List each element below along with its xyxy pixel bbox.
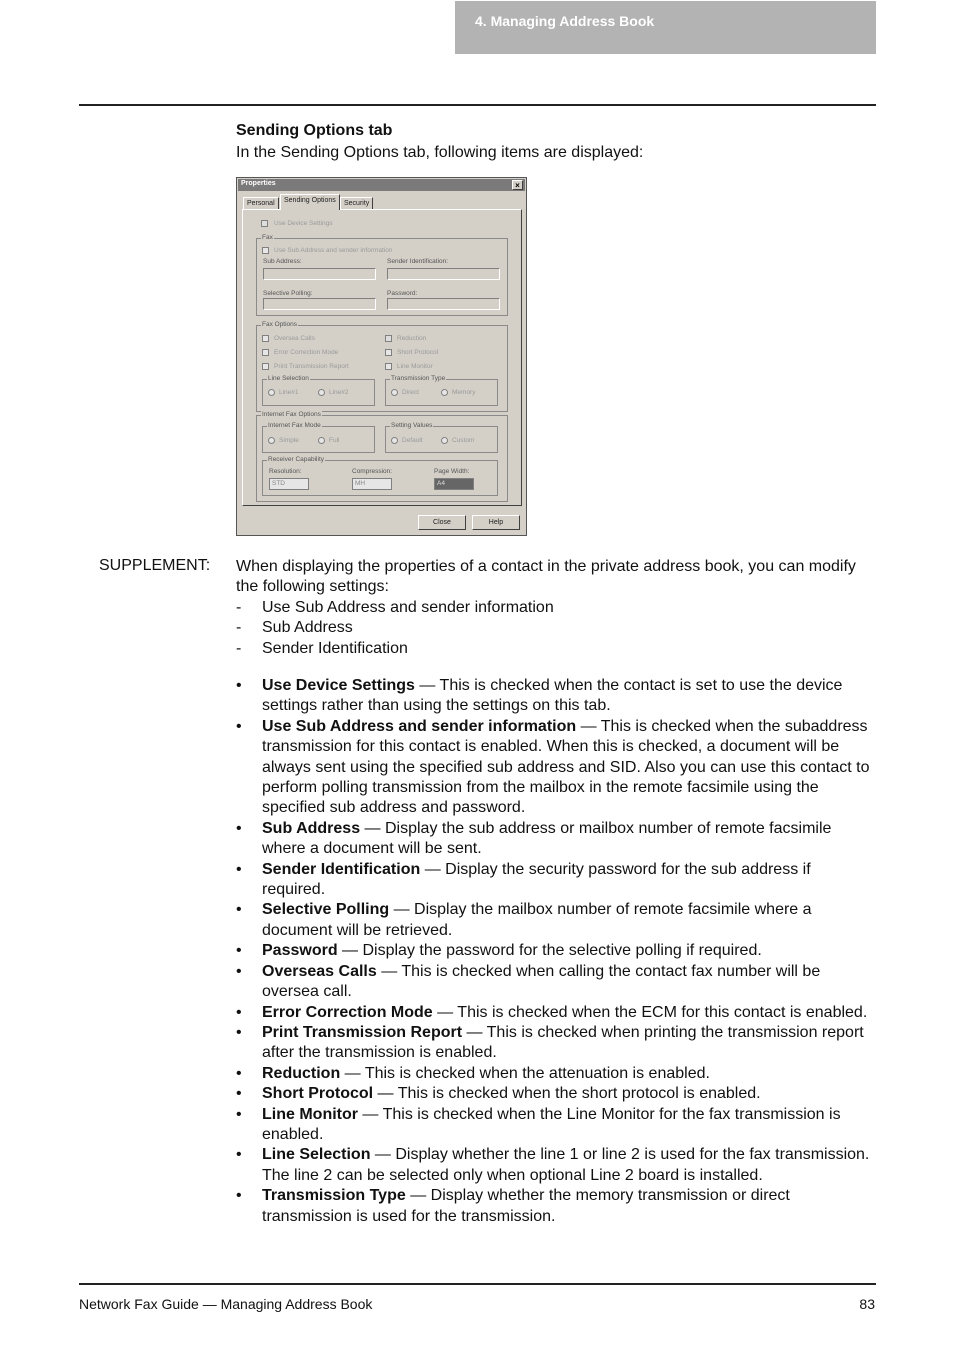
- term: Sender Identification: [262, 860, 421, 878]
- list-item: [236, 1023, 876, 1064]
- password-input[interactable]: [387, 298, 500, 310]
- resolution-label: Resolution:: [269, 468, 302, 475]
- term: Overseas Calls: [262, 962, 377, 980]
- full-radio[interactable]: [318, 437, 325, 444]
- memory-label: Memory: [452, 389, 476, 396]
- custom-radio[interactable]: [441, 437, 448, 444]
- fax-options-group-label: Fax Options: [262, 321, 298, 328]
- dialog-title: Properties: [241, 180, 276, 187]
- definition: — This is checked when the contact is set to use the device settings rather than using the settings on this tab.: [262, 677, 843, 715]
- list-item: [236, 1084, 876, 1104]
- dash-marker: -: [236, 639, 242, 657]
- resolution-spinner[interactable]: STD: [269, 478, 309, 490]
- direct-radio[interactable]: [391, 389, 398, 396]
- sub-address-label: Sub Address:: [263, 258, 302, 265]
- transmission-type-group-label: Transmission Type: [391, 375, 446, 382]
- term: Line Monitor: [262, 1105, 358, 1123]
- password-label: Password:: [387, 290, 418, 297]
- list-item: [236, 962, 876, 1003]
- page-width-label: Page Width:: [434, 468, 470, 475]
- compression-label: Compression:: [352, 468, 393, 475]
- bullet-marker: •: [236, 1105, 242, 1123]
- selective-polling-input[interactable]: [263, 298, 376, 310]
- footer-title: Network Fax Guide — Managing Address Book: [79, 1296, 373, 1312]
- chapter-header-tab: 4. Managing Address Book: [455, 1, 876, 54]
- footer-rule: [79, 1283, 876, 1285]
- sub-address-input[interactable]: [263, 268, 376, 280]
- line1-label: Line#1: [279, 389, 299, 396]
- bullet-marker: •: [236, 1187, 242, 1205]
- custom-label: Custom: [452, 437, 475, 444]
- header-rule: [79, 104, 876, 106]
- term: Use Sub Address and sender information: [262, 717, 577, 735]
- definition: — Display the password for the selective polling if required.: [337, 942, 762, 960]
- definition: — This is checked when calling the contact fax number will be oversea call.: [262, 962, 821, 1001]
- setting-values-group: [385, 422, 498, 453]
- definition: — This is checked when printing the transmission report after the transmission is enabled.: [262, 1023, 864, 1062]
- close-button[interactable]: Close: [418, 515, 466, 530]
- simple-label: Simple: [279, 437, 299, 444]
- memory-radio[interactable]: [441, 389, 448, 396]
- use-device-settings-checkbox[interactable]: [261, 220, 268, 227]
- simple-radio[interactable]: [268, 437, 275, 444]
- setting-values-group-label: Setting Values: [391, 422, 433, 429]
- full-label: Full: [329, 437, 340, 444]
- section-title: Sending Options tab: [236, 122, 393, 139]
- definition: — Display whether the line 1 or line 2 is used for the fax transmission. The line 2 can be selected only when optional Line 2 board is installed.: [262, 1146, 870, 1184]
- use-sub-address-label: Use Sub Address and sender information: [274, 247, 393, 254]
- line1-radio[interactable]: [268, 389, 275, 396]
- default-radio[interactable]: [391, 437, 398, 444]
- definition: — Display whether the memory transmission or direct transmission is used for the transmission.: [262, 1187, 790, 1225]
- list-item: - Use Sub Address and sender information: [236, 598, 554, 618]
- dash-marker: -: [236, 619, 242, 637]
- overseas-calls-checkbox[interactable]: [262, 335, 269, 342]
- receiver-capability-group-label: Receiver Capability: [268, 456, 324, 463]
- error-correction-mode-label: Error Correction Mode: [274, 349, 339, 356]
- term: Short Protocol: [262, 1085, 374, 1103]
- bullet-marker: •: [236, 1023, 242, 1041]
- use-device-settings-label: Use Device Settings: [274, 220, 333, 227]
- short-protocol-label: Short Protocol: [397, 349, 439, 356]
- definition: — This is checked when the ECM for this contact is enabled.: [432, 1003, 868, 1021]
- list-item: [236, 717, 876, 819]
- definition: — This is checked when the Line Monitor for the fax transmission is enabled.: [262, 1105, 841, 1143]
- definition: — This is checked when the subaddress transmission for this contact is enabled. When this is checked, a document will be always sent using the specified sub address and SID. Also you can use this contact to perform polling transmission from the mailbox in the remote facsimile using the specified sub address and password.: [262, 717, 870, 817]
- direct-label: Direct: [402, 389, 419, 396]
- sending-options-panel: [242, 209, 522, 506]
- dialog-titlebar: [238, 179, 525, 191]
- term: Use Device Settings: [262, 677, 415, 694]
- bullet-marker: •: [236, 1003, 242, 1021]
- list-item: [236, 1064, 876, 1084]
- bullet-marker: •: [236, 819, 242, 837]
- print-transmission-report-checkbox[interactable]: [262, 363, 269, 370]
- supplement-label: SUPPLEMENT:: [99, 557, 211, 574]
- close-icon[interactable]: ×: [512, 180, 523, 190]
- bullet-marker: •: [236, 1146, 242, 1164]
- line-selection-group: [262, 375, 375, 406]
- selective-polling-label: Selective Polling:: [263, 290, 313, 297]
- page-number: 83: [859, 1296, 875, 1312]
- tab-security[interactable]: Security: [340, 197, 373, 209]
- list-item: - Sub Address: [236, 618, 554, 638]
- overseas-calls-label: Oversea Calls: [274, 335, 315, 342]
- dash-marker: -: [236, 599, 242, 616]
- bullet-marker: •: [236, 942, 242, 960]
- help-button[interactable]: Help: [472, 515, 520, 530]
- line-selection-group-label: Line Selection: [268, 375, 309, 382]
- reduction-checkbox[interactable]: [385, 335, 392, 342]
- list-item: [236, 1003, 876, 1023]
- error-correction-mode-checkbox[interactable]: [262, 349, 269, 356]
- tab-personal[interactable]: Personal: [243, 197, 279, 209]
- definition: — Display the mailbox number of remote facsimile where a document will be retrieved.: [262, 901, 812, 939]
- bullet-marker: •: [236, 962, 242, 980]
- line-monitor-checkbox[interactable]: [385, 363, 392, 370]
- page-width-spinner[interactable]: A4: [434, 478, 474, 490]
- fax-group: [256, 234, 508, 316]
- sender-identification-label: Sender Identification:: [387, 258, 449, 265]
- term: Reduction: [262, 1064, 341, 1082]
- reduction-label: Reduction: [397, 335, 427, 342]
- internet-fax-mode-group: [262, 422, 375, 453]
- list-item: [236, 1186, 876, 1227]
- fax-group-label: Fax: [262, 234, 273, 241]
- bullet-marker: •: [236, 901, 242, 919]
- term: Password: [262, 942, 338, 960]
- line2-radio[interactable]: [318, 389, 325, 396]
- bullet-marker: •: [236, 1085, 242, 1103]
- section-intro: In the Sending Options tab, following items are displayed:: [236, 144, 644, 161]
- definition: — This is checked when the attenuation is enabled.: [340, 1064, 710, 1082]
- list-item: [236, 676, 876, 717]
- list-item: [236, 1145, 876, 1186]
- term: Error Correction Mode: [262, 1003, 433, 1021]
- term: Transmission Type: [262, 1187, 406, 1205]
- receiver-capability-group: [262, 456, 498, 496]
- tab-sending-options[interactable]: Sending Options: [280, 194, 340, 210]
- bullet-marker: •: [236, 860, 242, 878]
- supplement-text: When displaying the properties of a contact in the private address book, you can modify the following settings:: [236, 558, 856, 596]
- internet-fax-mode-group-label: Internet Fax Mode: [268, 422, 321, 429]
- description-list: [236, 676, 876, 1227]
- line-monitor-label: Line Monitor: [397, 363, 433, 370]
- bullet-marker: •: [236, 677, 242, 694]
- list-item: [236, 860, 876, 901]
- internet-fax-options-group: [256, 411, 508, 502]
- definition: — Display the sub address or mailbox number of remote facsimile where a document will be sent.: [262, 819, 832, 858]
- transmission-type-group: [385, 375, 498, 406]
- term: Print Transmission Report: [262, 1023, 463, 1041]
- list-item: [236, 1105, 876, 1146]
- fax-options-group: [256, 321, 508, 412]
- sender-identification-input[interactable]: [387, 268, 500, 280]
- list-item: - Sender Identification: [236, 639, 554, 659]
- list-item: [236, 941, 876, 961]
- bullet-marker: •: [236, 1064, 242, 1082]
- properties-dialog: [236, 177, 527, 536]
- use-sub-address-checkbox[interactable]: [262, 247, 269, 254]
- list-item: [236, 819, 876, 860]
- supplement-list: [236, 598, 554, 659]
- bullet-marker: •: [236, 717, 242, 735]
- compression-spinner[interactable]: MH: [352, 478, 392, 490]
- internet-fax-options-group-label: Internet Fax Options: [262, 411, 321, 418]
- term: Selective Polling: [262, 901, 390, 919]
- short-protocol-checkbox[interactable]: [385, 349, 392, 356]
- term: Line Selection: [262, 1146, 371, 1164]
- definition: — Display the security password for the sub address if required.: [262, 860, 811, 899]
- default-label: Default: [402, 437, 423, 444]
- line2-label: Line#2: [329, 389, 349, 396]
- term: Sub Address: [262, 819, 361, 837]
- list-item: [236, 900, 876, 941]
- definition: — This is checked when the short protocol is enabled.: [373, 1085, 761, 1103]
- print-transmission-report-label: Print Transmission Report: [274, 363, 349, 370]
